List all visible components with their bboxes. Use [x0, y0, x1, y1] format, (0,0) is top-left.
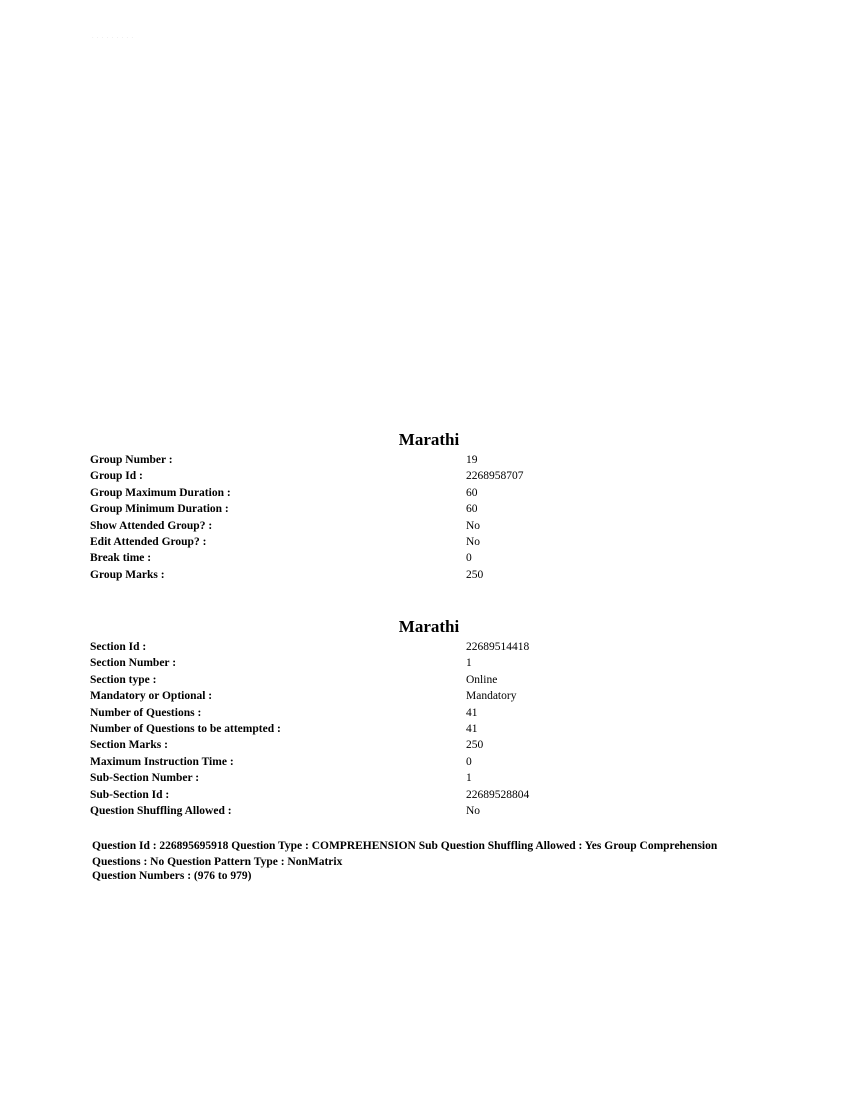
- sub-section-id-row: [90, 787, 529, 803]
- group-min-duration-value: 60: [466, 503, 478, 516]
- section-number-label: Section Number :: [90, 657, 177, 670]
- show-attended-group-row: [90, 518, 524, 534]
- mandatory-or-optional-label: Mandatory or Optional :: [90, 690, 213, 703]
- max-instruction-time-label: Maximum Instruction Time :: [90, 755, 234, 768]
- group-marks-label: Group Marks :: [90, 568, 165, 581]
- questions-to-attempt-row: [90, 721, 529, 737]
- section-number-row: [90, 655, 529, 671]
- question-info: Question Id : 226895695918 Question Type : COMPREHENSION Sub Question Shuffling Allowed : Yes Group Comprehension Questions : No Question Pattern Type : NonMatrix: [92, 840, 718, 868]
- sub-section-number-label: Sub-Section Number :: [90, 772, 200, 785]
- section-details-table: [90, 639, 529, 819]
- group-marks-value: 250: [466, 568, 484, 581]
- group-id-value: 2268958707: [466, 470, 524, 483]
- mandatory-or-optional-row: [90, 688, 529, 704]
- page-header-text: · · · · · · · · ·: [92, 36, 134, 41]
- question-shuffling-row: [90, 803, 529, 819]
- group-details-table: [90, 452, 524, 583]
- section-marks-label: Section Marks :: [90, 739, 168, 752]
- edit-attended-group-value: No: [466, 536, 481, 549]
- break-time-value: 0: [466, 552, 472, 565]
- group-id-row: [90, 468, 524, 484]
- max-instruction-time-value: 0: [466, 755, 472, 768]
- questions-to-attempt-value: 41: [466, 723, 478, 736]
- number-of-questions-value: 41: [466, 706, 478, 719]
- break-time-label: Break time :: [90, 552, 152, 565]
- section-type-label: Section type :: [90, 673, 157, 686]
- section-id-row: [90, 639, 529, 655]
- group-id-label: Group Id :: [90, 470, 143, 483]
- section-number-value: 1: [466, 657, 472, 670]
- section-marks-value: 250: [466, 739, 484, 752]
- group-number-row: [90, 452, 524, 468]
- max-instruction-time-row: [90, 754, 529, 770]
- section-type-value: Online: [466, 673, 498, 686]
- number-of-questions-label: Number of Questions :: [90, 706, 202, 719]
- section-marks-row: [90, 737, 529, 753]
- sub-section-number-row: [90, 770, 529, 786]
- group-max-duration-row: [90, 485, 524, 501]
- group-max-duration-value: 60: [466, 486, 478, 499]
- edit-attended-group-row: [90, 534, 524, 550]
- question-shuffling-value: No: [466, 805, 481, 818]
- number-of-questions-row: [90, 705, 529, 721]
- mandatory-or-optional-value: Mandatory: [466, 690, 517, 703]
- group-marks-row: [90, 567, 524, 583]
- section-id-label: Section Id :: [90, 641, 147, 653]
- show-attended-group-label: Show Attended Group? :: [90, 519, 213, 532]
- sub-section-id-value: 22689528804: [466, 788, 530, 801]
- group-title: Marathi: [398, 430, 460, 449]
- sub-section-id-label: Sub-Section Id :: [90, 788, 170, 801]
- sub-section-number-value: 1: [466, 772, 472, 785]
- group-max-duration-label: Group Maximum Duration :: [90, 486, 231, 499]
- section-type-row: [90, 672, 529, 688]
- question-numbers: Question Numbers : (976 to 979): [92, 870, 252, 882]
- edit-attended-group-label: Edit Attended Group? :: [90, 536, 207, 549]
- section-id-value: 22689514418: [466, 641, 530, 653]
- break-time-row: [90, 550, 524, 566]
- question-shuffling-label: Question Shuffling Allowed :: [90, 805, 232, 818]
- section-title: Marathi: [398, 617, 460, 636]
- questions-to-attempt-label: Number of Questions to be attempted :: [90, 723, 281, 736]
- group-min-duration-label: Group Minimum Duration :: [90, 503, 229, 516]
- group-min-duration-row: [90, 501, 524, 517]
- show-attended-group-value: No: [466, 519, 481, 532]
- group-number-label: Group Number :: [90, 454, 173, 466]
- group-number-value: 19: [466, 454, 478, 466]
